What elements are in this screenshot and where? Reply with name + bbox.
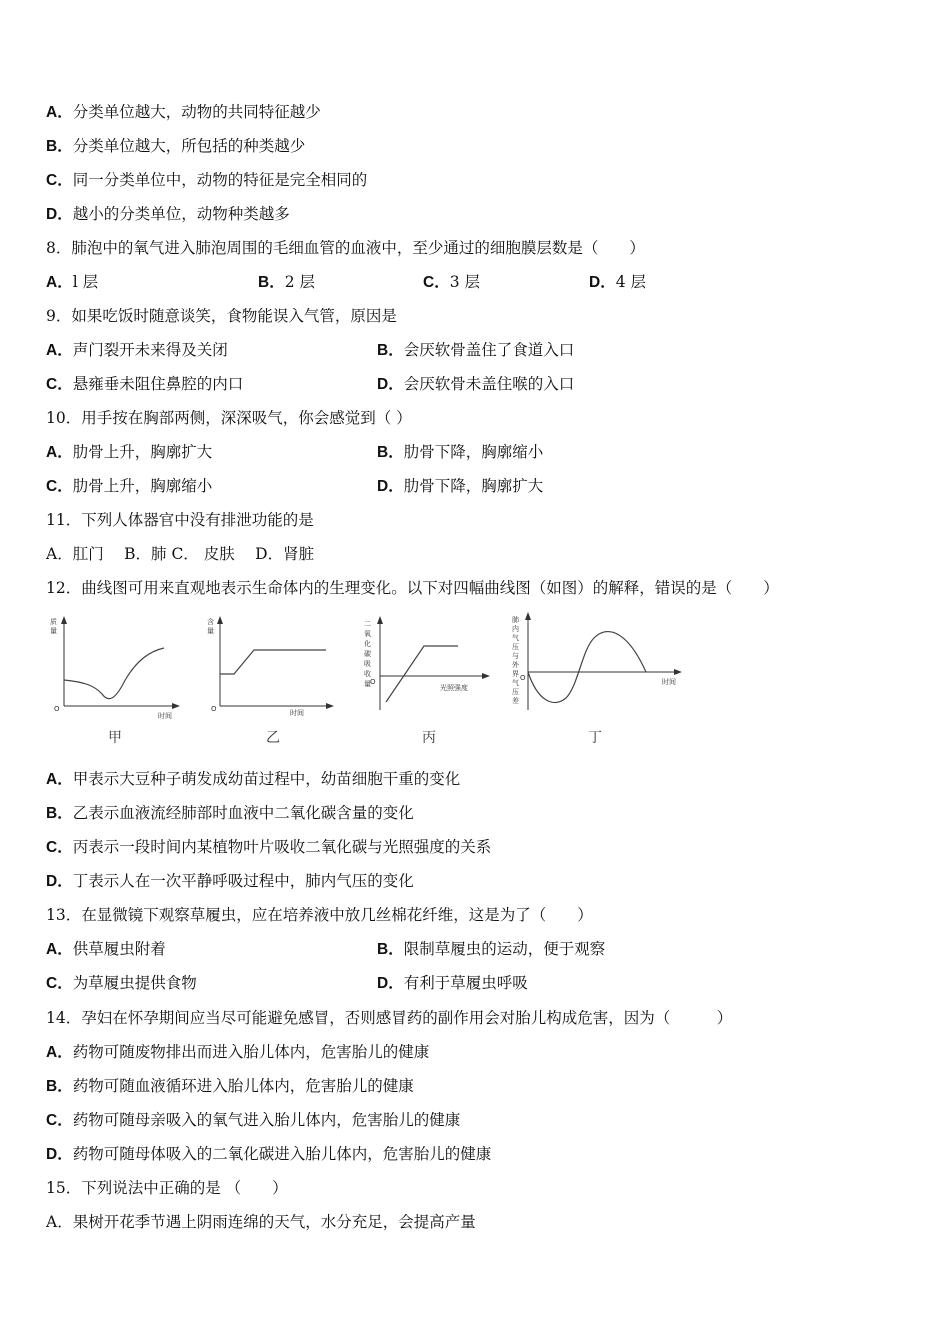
graph-xlabel: 光照强度 [440, 684, 468, 692]
option-letter: B． [46, 138, 73, 155]
option-text: 药物可随母体吸入的二氧化碳进入胎儿体内，危害胎儿的健康 [72, 1145, 492, 1163]
q8-stem: 8．肺泡中的氧气进入肺泡周围的毛细血管的血液中，至少通过的细胞膜层数是（ ） [46, 239, 645, 257]
curve [64, 648, 164, 699]
option-letter: D． [377, 478, 404, 495]
option-letter: C． [46, 839, 73, 856]
q12-option-d [46, 871, 414, 892]
graph-ylabel-c6: 收 [364, 670, 371, 678]
q10-option-b [377, 442, 543, 463]
q9-option-a [46, 341, 228, 359]
q8-options [46, 272, 906, 293]
q14-option-c [46, 1110, 460, 1131]
q13-option-b [377, 939, 605, 960]
graph-ylabel-c10: 差 [512, 697, 519, 705]
graph-ylabel-c8: 气 [512, 679, 519, 687]
option-text: 肋骨下降，胸廓扩大 [403, 477, 544, 495]
option-text: 同一分类单位中，动物的特征是完全相同的 [72, 171, 368, 189]
option-letter: B． [377, 941, 404, 958]
q9-options-row1 [46, 340, 906, 361]
q9-options-row2 [46, 374, 906, 395]
option-text: 分类单位越大，所包括的种类越少 [72, 137, 306, 155]
option-letter: D． [377, 376, 404, 393]
q10-options-row1 [46, 442, 906, 463]
q15-option-a: A．果树开花季节遇上阴雨连绵的天气，水分充足，会提高产量 [46, 1213, 476, 1231]
graph-caption: 丙 [422, 730, 436, 746]
q13-option-a [46, 940, 166, 958]
graph-ylabel-c4: 压 [512, 643, 519, 651]
graph-ylabel-c5: 吸 [364, 660, 371, 668]
option-letter: A． [46, 342, 73, 359]
q7-option-b [46, 136, 305, 157]
option-letter: C． [46, 376, 73, 393]
graph-caption: 乙 [266, 730, 280, 746]
option-text: 供草履虫附着 [72, 940, 166, 958]
x-arrow [674, 669, 682, 675]
y-arrow [217, 616, 223, 624]
q8-option-d [589, 272, 646, 293]
q12-graphs [40, 610, 700, 750]
option-text: 肋骨上升，胸廓缩小 [72, 477, 213, 495]
curve [220, 650, 326, 674]
option-text: 限制草履虫的运动，便于观察 [403, 940, 606, 958]
option-letter: C． [46, 172, 73, 189]
graph-yi [202, 610, 342, 750]
option-text: 药物可随母亲吸入的氧气进入胎儿体内，危害胎儿的健康 [72, 1111, 461, 1129]
q13-options-row1 [46, 939, 906, 960]
option-letter: C． [423, 274, 450, 291]
graph-ylabel-c1: 二 [364, 620, 371, 628]
option-letter: D． [46, 1146, 73, 1163]
graph-origin: O [211, 705, 217, 713]
q13-option-c [46, 974, 197, 992]
q12-option-c [46, 837, 491, 858]
option-text: 肋骨上升，胸廓扩大 [72, 443, 213, 461]
graph-caption: 丁 [588, 730, 602, 746]
graph-bing [352, 610, 492, 750]
x-arrow [172, 703, 180, 709]
graph-origin: O [54, 705, 60, 713]
option-text: 乙表示血液流经肺部时血液中二氧化碳含量的变化 [72, 804, 414, 822]
q11-options: A．肛门 B．肺 C． 皮肤 D．肾脏 [46, 545, 315, 563]
graph-ylabel-c7: 量 [364, 680, 371, 688]
option-text: 丙表示一段时间内某植物叶片吸收二氧化碳与光照强度的关系 [72, 838, 492, 856]
option-letter: A． [46, 1044, 73, 1061]
option-text: 分类单位越大，动物的共同特征越少 [72, 103, 321, 121]
option-text: 越小的分类单位，动物种类越多 [72, 205, 290, 223]
option-letter: B． [258, 274, 285, 291]
option-letter: C． [46, 1112, 73, 1129]
option-text: 为草履虫提供食物 [72, 974, 197, 992]
graph-ding [502, 610, 692, 750]
q9-option-d [377, 374, 574, 395]
q10-stem: 10．用手按在胸部两侧，深深吸气，你会感觉到（ ） [46, 409, 412, 427]
y-arrow [377, 616, 383, 624]
option-letter: A． [46, 941, 73, 958]
option-letter: D． [46, 206, 73, 223]
x-arrow [326, 703, 334, 709]
option-text: 悬雍垂未阻住鼻腔的内口 [72, 375, 244, 393]
graph-ylabel-c6: 外 [512, 661, 519, 669]
q14-option-a [46, 1042, 429, 1063]
q12-option-a [46, 769, 460, 790]
option-letter: B． [377, 444, 404, 461]
graph-origin: O [370, 678, 376, 686]
q12-stem: 12．曲线图可用来直观地表示生命体内的生理变化。以下对四幅曲线图（如图）的解释，错误的是（ ） [46, 579, 779, 597]
option-letter: B． [377, 342, 404, 359]
option-text: l 层 [72, 273, 99, 291]
option-letter: B． [46, 805, 73, 822]
option-text: 会厌软骨盖住了食道入口 [403, 341, 575, 359]
graph-caption: 甲 [108, 730, 122, 746]
option-letter: A． [46, 444, 73, 461]
y-arrow [525, 612, 531, 620]
q13-options-row2 [46, 973, 906, 994]
q15-stem: 15．下列说法中正确的是 （ ） [46, 1179, 288, 1197]
y-arrow [61, 616, 67, 624]
graph-ylabel-c4: 碳 [364, 650, 371, 658]
q9-stem: 9．如果吃饭时随意谈笑，食物能误入气管，原因是 [46, 307, 397, 325]
option-letter: C． [46, 975, 73, 992]
q7-option-d [46, 204, 290, 225]
q14-option-b [46, 1076, 414, 1097]
x-arrow [482, 673, 490, 679]
q14-stem: 14．孕妇在怀孕期间应当尽可能避免感冒，否则感冒药的副作用会对胎儿构成危害，因为（ ） [46, 1009, 733, 1027]
graph-ylabel-char1: 质 [50, 618, 57, 626]
option-text: 肋骨下降，胸廓缩小 [403, 443, 544, 461]
option-text: 4 层 [615, 273, 646, 291]
option-letter: C． [46, 478, 73, 495]
option-text: 药物可随血液循环进入胎儿体内，危害胎儿的健康 [72, 1077, 414, 1095]
option-letter: D． [377, 975, 404, 992]
q7-option-c [46, 170, 367, 191]
q8-option-c [423, 272, 480, 293]
q7-option-a [46, 102, 321, 123]
q8-option-b [258, 272, 315, 293]
option-letter: A． [46, 771, 73, 788]
q9-option-b [377, 340, 574, 361]
curve [528, 632, 646, 703]
option-text: 甲表示大豆种子萌发成幼苗过程中，幼苗细胞干重的变化 [72, 770, 461, 788]
graph-xlabel: 时间 [158, 712, 172, 720]
graph-ylabel-c1: 肺 [512, 616, 519, 624]
option-letter: A． [46, 274, 73, 291]
q13-option-d [377, 973, 528, 994]
q14-option-d [46, 1144, 491, 1165]
option-text: 药物可随废物排出而进入胎儿体内，危害胎儿的健康 [72, 1043, 430, 1061]
graph-origin: O [520, 674, 526, 682]
option-letter: D． [589, 274, 616, 291]
option-letter: D． [46, 873, 73, 890]
option-text: 2 层 [284, 273, 315, 291]
graph-xlabel: 时间 [290, 709, 304, 717]
option-text: 丁表示人在一次平静呼吸过程中，肺内气压的变化 [72, 872, 414, 890]
option-text: 3 层 [449, 273, 480, 291]
q13-stem: 13．在显微镜下观察草履虫，应在培养液中放几丝棉花纤维，这是为了（ ） [46, 906, 593, 924]
q10-option-a [46, 443, 212, 461]
option-text: 声门裂开未来得及关闭 [72, 341, 228, 359]
graph-ylabel-c3: 气 [512, 634, 519, 642]
graph-ylabel-c7: 界 [512, 670, 519, 678]
option-letter: A． [46, 104, 73, 121]
q11-stem: 11．下列人体器官中没有排泄功能的是 [46, 511, 314, 529]
q10-option-d [377, 476, 543, 497]
q8-option-a [46, 273, 98, 291]
curve [386, 646, 458, 702]
q10-options-row2 [46, 476, 906, 497]
q9-option-c [46, 375, 243, 393]
graph-jia [40, 610, 190, 750]
graph-ylabel-c5: 与 [512, 652, 519, 660]
option-text: 会厌软骨未盖住喉的入口 [403, 375, 575, 393]
q10-option-c [46, 477, 212, 495]
graph-ylabel-char2: 量 [50, 627, 57, 635]
option-letter: B． [46, 1078, 73, 1095]
graph-ylabel-char2: 量 [207, 627, 214, 635]
q12-option-b [46, 803, 414, 824]
graph-ylabel-char1: 含 [207, 618, 214, 626]
graph-ylabel-c3: 化 [364, 640, 371, 648]
graph-xlabel: 时间 [662, 678, 676, 686]
graph-ylabel-c2: 内 [512, 625, 519, 633]
graph-ylabel-c2: 氧 [364, 630, 371, 638]
graph-ylabel-c9: 压 [512, 688, 519, 696]
option-text: 有利于草履虫呼吸 [403, 974, 528, 992]
